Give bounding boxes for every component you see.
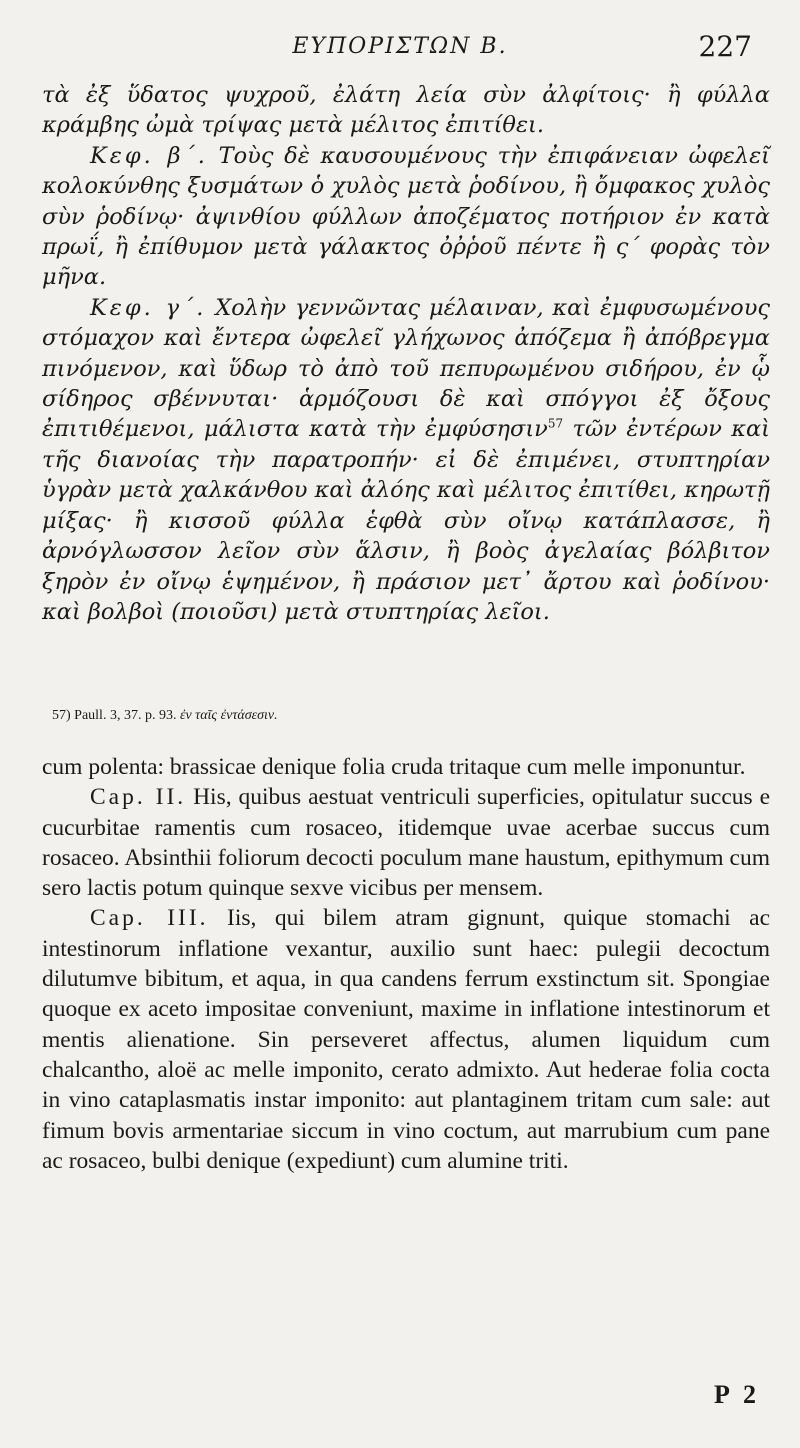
paragraph-text: τὰ ἐξ ὕδατος ψυχροῦ, ἐλάτη λεία σὺν ἀλφίτοις· ἢ φύλλα κράμβης ὠμὰ τρίψας μετὰ μέλιτος ἐπιτίθει. [42,82,770,139]
latin-text-block [42,752,770,1176]
chapter-label: Κεφ. γ΄. [90,294,207,321]
greek-paragraph [42,80,770,141]
greek-paragraph [42,293,770,627]
footnote-citation: 57) Paull. 3, 37. p. 93. [52,708,177,723]
running-head: ΕΥΠΟΡΙΣΤΩΝ Β. [292,34,508,59]
footnote [52,708,278,724]
chapter-label: Κεφ. β΄. [90,142,208,169]
paragraph-text: Iis, qui bilem atram gignunt, quique stomachi ac intestinorum inflatione vexantur, auxilio sunt haec: pulegii decoctum dilutumve bibitum, et aqua, in qua candens ferrum exstinctum sit. Spongiae quoque ex aceto impositae conveniunt, maxime in inflatione intestinorum et mentis alienatione. Sin perseveret affectus, alumen liquidum cum chalcantho, aloë ac melle imponito, cerato admixto. Aut hederae folia cocta in vino cataplasmatis instar imponito: aut plantaginem tritam cum sale: aut fimum bovis armentariae siccum in vino coctum, aut marrubium cum pane ac rosaceo, bulbi denique (expediunt) cum alumine triti. [42,905,770,1174]
latin-paragraph [42,903,770,1176]
latin-paragraph [42,752,770,782]
chapter-label: Cap. II. [90,784,187,811]
footnote-reference: 57 [547,416,564,431]
paragraph-text: τῶν ἐντέρων καὶ τῆς διανοίας τὴν παρατροπήν· εἰ δὲ ἐπιμένει, στυπτηρίαν ὑγρὰν μετὰ χαλκάνθου καὶ ἀλόης καὶ μέλιτος ἐπιτίθει, κηρωτῇ μίξας· ἢ κισσοῦ φύλλα ἑφθὰ σὺν οἴνῳ κατάπλασσε, ἢ ἀρνόγλωσσον λεῖον σὺν ἅλσιν, ἢ βοὸς ἀγελαίας βόλβιτον ξηρὸν ἐν οἴνῳ ἑψημένον, ἢ πράσιον μετ᾽ ἄρτου καὶ ῥοδίνου· καὶ βολβοὶ (ποιοῦσι) μετὰ στυπτηρίας λεῖοι. [42,416,771,625]
paragraph-text: Τοὺς δὲ καυσουμένους τὴν ἐπιφάνειαν ὠφελεῖ κολοκύνθης ξυσμάτων ὁ χυλὸς μετὰ ῥοδίνου, ἢ ὄμφακος χυλὸς σὺν ῥοδίνῳ· ἀψινθίου φύλλων ἀποζέματος ποτήριον ἐν κατὰ πρωΐ, ἢ ἐπίθυμον μετὰ γάλακτος ὀῤῥοῦ πέντε ἢ ς΄ φορὰς τὸν μῆνα. [42,142,770,291]
paragraph-text: Χολὴν γεννῶντας μέλαιναν, καὶ ἐμφυσωμένους στόμαχον καὶ ἔντερα ὠφελεῖ γλήχωνος ἀπόζεμα ἢ ἀπόβρεγμα πινόμενον, καὶ ὕδωρ τὸ ἀπὸ τοῦ πεπυρωμένου σιδήρου, ἐν ᾧ σίδηρος σβέννυται· ἁρμόζουσι δὲ καὶ σπόγγοι ἐξ ὄξους ἐπιτιθέμενοι, μάλιστα κατὰ τὴν ἐμφύσησιν [42,294,771,443]
latin-paragraph [42,782,770,903]
footnote-greek: ἐν ταῖς ἐντάσεσιν. [179,708,278,723]
greek-text-block [42,80,770,627]
chapter-label: Cap. III. [90,905,209,932]
greek-paragraph [42,141,770,293]
page-number: 227 [698,30,752,63]
signature-mark: P 2 [714,1380,760,1409]
page-header [40,30,760,74]
paragraph-text: cum polenta: brassicae denique folia cruda tritaque cum melle imponuntur. [42,754,746,780]
paragraph-text: His, quibus aestuat ventriculi superficies, opitulatur succus e cucurbitae ramentis cum rosaceo, itidemque uvae acerbae succus cum rosaceo. Absinthii foliorum decocti poculum mane haustum, epithymum cum sero lactis potum quinque sexve vicibus per mensem. [42,784,770,902]
